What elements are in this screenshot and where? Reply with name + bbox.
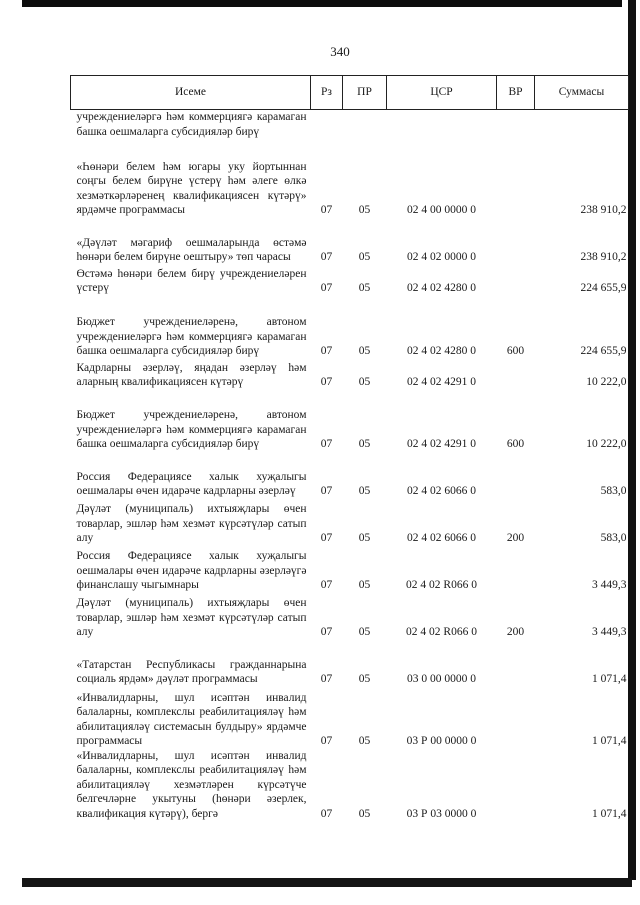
row-sum (535, 110, 629, 156)
row-pr: 05 (358, 251, 371, 263)
row-csr: 02 4 02 4291 0 (407, 438, 476, 450)
row-sum: 224 655,9 (580, 345, 627, 357)
row-name: Дәүләт (муниципаль) ихтыяҗлары өчен товарлар, эшләр һәм хезмәт күрсәтүләр сатып алу (76, 503, 307, 544)
row-name: «Татарстан Республикасы гражданнарына социаль ярдәм» дәүләт программасы (76, 658, 307, 685)
row-sum: 583,0 (600, 485, 627, 497)
row-name: «Һөнәри белем һәм югары уку йортыннан соңгы белем бирүне үстерү һәм әлеге өлкә хезмәткәрләренең квалификациясен күтәрү» ярдәмче программасы (76, 160, 307, 216)
table-row (71, 499, 629, 546)
row-vr (497, 749, 535, 822)
row-rz: 07 (320, 673, 333, 685)
row-sum: 3 449,3 (592, 579, 627, 591)
row-rz: 07 (320, 735, 333, 747)
row-vr: 600 (506, 438, 525, 450)
row-vr: 600 (506, 345, 525, 357)
row-csr: 02 4 02 4291 0 (407, 376, 476, 388)
row-pr: 05 (358, 807, 371, 820)
row-csr: 02 4 02 R066 0 (406, 626, 477, 638)
row-vr (497, 640, 535, 687)
row-pr: 05 (358, 204, 371, 216)
row-csr: 02 4 02 4280 0 (407, 345, 476, 357)
row-name: Кадрларны әзерләү, яңадан әзерләү һәм аларның квалификациясен күтәрү (76, 361, 307, 388)
row-rz: 07 (320, 626, 333, 638)
row-pr: 05 (358, 532, 371, 544)
row-pr: 05 (358, 438, 371, 450)
column-header-name: Исеме (71, 76, 311, 110)
column-header-sum: Суммасы (535, 76, 629, 110)
column-header-pr: ПР (343, 76, 387, 110)
row-csr: 02 4 02 6066 0 (407, 532, 476, 544)
row-csr: 02 4 02 6066 0 (407, 485, 476, 497)
row-vr (497, 218, 535, 265)
row-csr: 02 4 00 0000 0 (407, 204, 476, 216)
row-name: Бюджет учреждениеләренә, автоном учреждениеләргә һәм коммерциягә карамаган башка оешмаларга субсидияләр бирү (76, 316, 307, 357)
row-pr: 05 (358, 579, 371, 591)
row-rz: 07 (320, 251, 333, 263)
scan-border-bottom (22, 878, 632, 887)
row-rz (311, 110, 343, 156)
row-sum: 224 655,9 (580, 282, 627, 294)
row-pr: 05 (358, 626, 371, 638)
row-pr: 05 (358, 345, 371, 357)
row-csr: 02 4 02 R066 0 (406, 579, 477, 591)
table-row (71, 390, 629, 452)
row-name: Өстәмә һөнәри белем бирү учреждениеләрен үстерү (76, 267, 307, 294)
row-pr: 05 (358, 735, 371, 747)
row-name: Россия Федерациясе халык хуҗалыгы оешмалары өчен идарәче кадрларны әзерләү (76, 470, 307, 497)
row-vr (497, 546, 535, 593)
table-row (71, 110, 629, 156)
row-sum: 238 910,2 (580, 251, 627, 263)
row-vr (497, 452, 535, 499)
row-pr: 05 (358, 376, 371, 388)
row-sum: 10 222,0 (586, 376, 627, 388)
row-sum: 1 071,4 (592, 735, 627, 747)
row-rz: 07 (320, 807, 333, 820)
row-name: Дәүләт (муниципаль) ихтыяҗлары өчен товарлар, эшләр һәм хезмәт күрсәтүләр сатып алу (76, 597, 307, 638)
row-vr: 200 (506, 626, 525, 638)
row-rz: 07 (320, 345, 333, 357)
row-rz: 07 (320, 485, 333, 497)
row-vr (497, 156, 535, 218)
row-pr: 05 (358, 673, 371, 685)
row-rz: 07 (320, 438, 333, 450)
table-row (71, 296, 629, 359)
scan-border-right (628, 0, 636, 880)
table-row (71, 452, 629, 499)
table-row (71, 749, 629, 822)
table-row (71, 156, 629, 218)
table-row (71, 218, 629, 265)
row-sum: 583,0 (600, 532, 627, 544)
row-csr (387, 110, 497, 156)
table-header-row (71, 76, 629, 110)
column-header-vr: ВР (497, 76, 535, 110)
row-rz: 07 (320, 282, 333, 294)
row-csr: 02 4 02 4280 0 (407, 282, 476, 294)
row-vr (497, 265, 535, 296)
budget-table (70, 75, 629, 821)
column-header-rz: Рз (311, 76, 343, 110)
row-rz: 07 (320, 532, 333, 544)
row-pr (343, 110, 387, 156)
row-name: Бюджет учреждениеләренә, автоном учреждениеләргә һәм коммерциягә карамаган башка оешмаларга субсидияләр бирү (76, 409, 307, 450)
row-name: «Дәүләт мәгариф оешмаларында өстәмә һөнәри белем бирүне оештыру» төп чарасы (76, 236, 307, 263)
row-sum: 238 910,2 (580, 204, 627, 216)
row-csr: 03 Р 03 0000 0 (406, 807, 477, 820)
table-row (71, 593, 629, 640)
table-row (71, 687, 629, 749)
row-sum: 1 071,4 (592, 673, 627, 685)
row-rz: 07 (320, 579, 333, 591)
row-pr: 05 (358, 485, 371, 497)
row-pr: 05 (358, 282, 371, 294)
row-name: учреждениеләргә һәм коммерциягә карамаган башка оешмаларга субсидияләр бирү (76, 111, 307, 138)
row-name: «Инвалидларны, шул исәптән инвалид балаларны, комплекслы реабилитацияләү һәм абилитацияләү хезмәтләрен күрсәтүче белгечләрне укытуны (һөнәри әзерлек, квалификация күтәрү), бергә (76, 749, 307, 820)
row-sum: 1 071,4 (592, 807, 627, 820)
row-csr: 03 Р 00 0000 0 (406, 735, 477, 747)
row-vr (497, 110, 535, 156)
row-csr: 02 4 02 0000 0 (407, 251, 476, 263)
page-number: 340 (330, 44, 350, 59)
table-row (71, 265, 629, 296)
row-vr: 200 (506, 532, 525, 544)
column-header-csr: ЦСР (387, 76, 497, 110)
row-vr (497, 359, 535, 390)
row-vr (497, 687, 535, 749)
table-row (71, 546, 629, 593)
row-name: Россия Федерациясе халык хуҗалыгы оешмалары өчен идарәче кадрларны әзерләүгә финанслашу чыгымнары (76, 550, 307, 591)
row-rz: 07 (320, 204, 333, 216)
row-name: «Инвалидларны, шул исәптән инвалид балаларны, комплекслы реабилитацияләү һәм абилитацияләү системасын булдыру» ярдәмче программасы (76, 691, 307, 747)
row-csr: 03 0 00 0000 0 (407, 673, 476, 685)
scan-border-top (22, 0, 622, 7)
table-row (71, 640, 629, 687)
row-sum: 3 449,3 (592, 626, 627, 638)
row-sum: 10 222,0 (586, 438, 627, 450)
row-rz: 07 (320, 376, 333, 388)
table-row (71, 359, 629, 390)
